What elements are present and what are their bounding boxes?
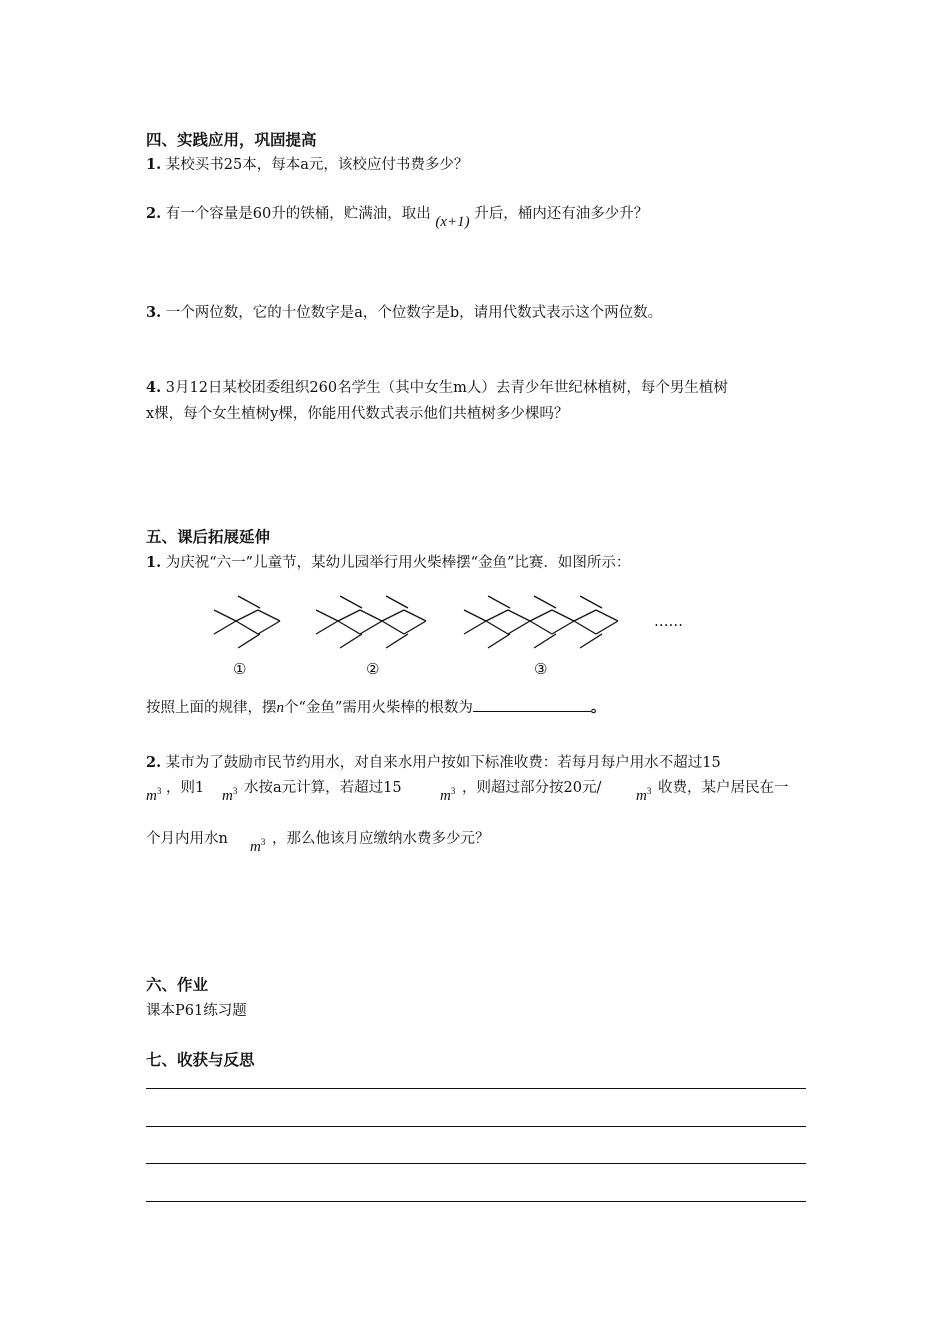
question-text: 一个两位数，它的十位数字是a，个位数字是b，请用代数式表示这个两位数。 — [165, 305, 663, 321]
question-text-b: 升后，桶内还有油多少升？ — [474, 206, 649, 222]
ellipsis: …… — [654, 614, 683, 630]
question-5-2 — [146, 751, 721, 772]
question-text-a: 有一个容量是60升的铁桶，贮满油，取出 — [165, 206, 431, 222]
question-number: 2. — [146, 754, 162, 771]
writing-line[interactable] — [146, 1126, 806, 1127]
unit-m3: $m^3$ — [250, 837, 266, 855]
question-4-4 — [146, 376, 728, 397]
answer-end: 。 — [590, 699, 606, 716]
question-4-3 — [146, 301, 662, 322]
question-number: 1. — [146, 156, 162, 173]
goldfish-figures — [200, 588, 700, 656]
writing-line[interactable] — [146, 1201, 806, 1202]
question-5-2-text-b: 水按a元计算，若超过15 — [244, 780, 402, 796]
answer-text-b: 个“金鱼”需用火柴棒的根数为 — [284, 700, 473, 716]
question-5-2-text-f: ，那么他该月应缴纳水费多少元？ — [272, 831, 490, 847]
question-5-2-text-e: 个月内用水n — [146, 831, 228, 847]
section-6-title: 六、作业 — [146, 976, 209, 994]
math-expression: (x+1) — [435, 214, 470, 230]
figure-label-1: ① — [233, 660, 247, 678]
question-5-2-text-a: ，则1 — [166, 780, 205, 796]
question-5-2-text-c: ，则超过部分按20元/ — [462, 780, 602, 796]
question-4-4-line2: x棵，每个女生植树y棵，你能用代数式表示他们共植树多少棵吗？ — [146, 406, 569, 422]
question-number: 3. — [146, 304, 162, 321]
question-text: 为庆祝“六一”儿童节，某幼儿园举行用火柴棒摆“金鱼”比赛．如图所示： — [165, 555, 631, 571]
unit-m3: $m^3$ — [440, 786, 456, 804]
section-7-title: 七、收获与反思 — [146, 1051, 255, 1069]
variable-n: n — [276, 700, 284, 716]
goldfish-figure-2 — [316, 596, 426, 648]
writing-line[interactable] — [146, 1163, 806, 1164]
question-number: 4. — [146, 379, 162, 396]
question-5-1-answer — [146, 696, 605, 717]
question-5-2-text-d: 收费，某户居民在一 — [658, 780, 789, 796]
goldfish-figure-3 — [464, 596, 618, 648]
figure-label-2: ② — [366, 660, 380, 678]
section-4-title: 四、实践应用，巩固提高 — [146, 131, 317, 149]
homework-text: 课本P61练习题 — [146, 1003, 247, 1019]
answer-text-a: 按照上面的规律，摆 — [146, 700, 277, 716]
question-number: 2. — [146, 205, 162, 222]
question-text-line1: 某市为了鼓励市民节约用水，对自来水用户按如下标准收费：若每月每户用水不超过15 — [165, 755, 721, 771]
unit-m3: $m^3$ — [636, 786, 652, 804]
question-text: 某校买书25本，每本a元，该校应付书费多少？ — [165, 157, 469, 173]
question-4-1 — [146, 153, 468, 174]
goldfish-figure-1 — [214, 596, 280, 648]
question-number: 1. — [146, 554, 162, 571]
question-text-line1: 3月12日某校团委组织260名学生（其中女生m人）去青少年世纪林植树，每个男生植树 — [165, 380, 728, 396]
question-5-1 — [146, 551, 630, 572]
unit-m3: $m^3$ — [222, 786, 238, 804]
unit-m3: $m^3$ — [146, 786, 162, 804]
figure-label-3: ③ — [534, 660, 548, 678]
answer-blank[interactable] — [473, 699, 591, 712]
section-5-title: 五、课后拓展延伸 — [146, 528, 271, 546]
question-4-2 — [146, 202, 649, 230]
writing-line[interactable] — [146, 1088, 806, 1089]
